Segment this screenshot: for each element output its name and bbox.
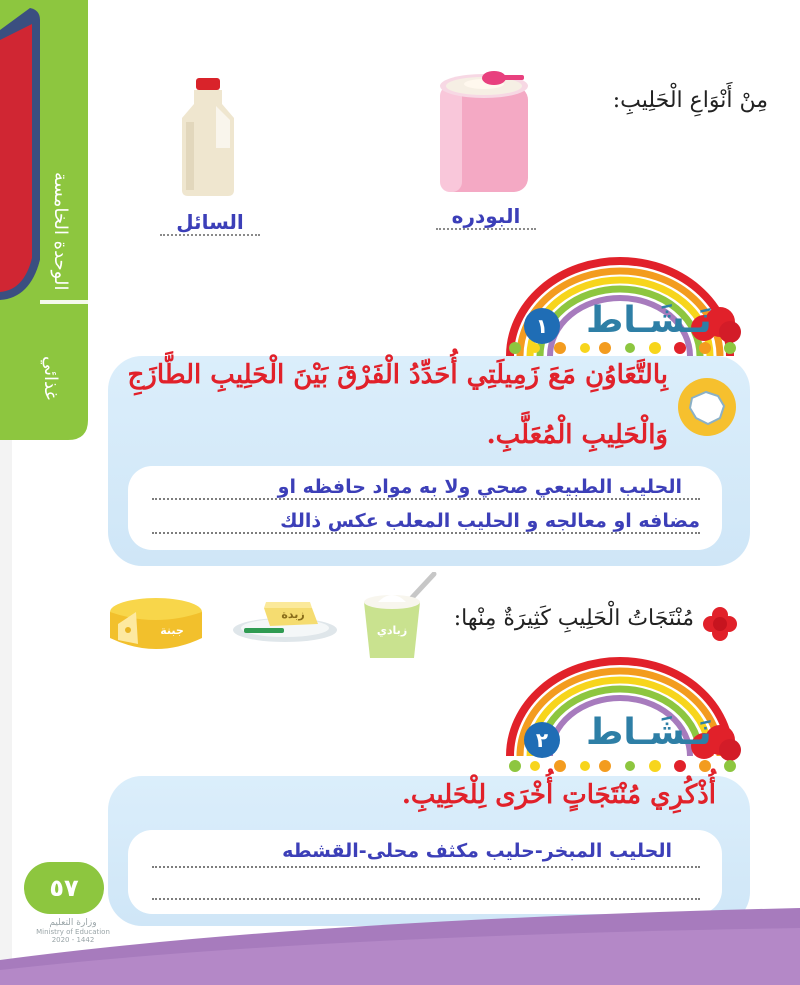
answer-line [152,498,700,500]
logo-year: 2020 - 1442 [51,936,95,944]
activity2-title: نَـشَـاط [586,712,712,753]
activity2-number: ٢ [524,722,560,758]
logo-text: وزارة التعليم [49,918,97,928]
cheese-label: جبنة [160,624,184,637]
liquid-milk-jug-icon [176,78,240,198]
yogurt-label: زبادي [376,624,408,637]
page-number-badge: ٥٧ [24,862,104,914]
activity2-answer-line1[interactable]: الحليب المبخر-حليب مكثف محلى-القشطه [282,840,672,862]
powdered-milk-can-icon [432,68,536,198]
logo-subtext: Ministry of Education [36,928,110,936]
footer-wave [0,900,800,985]
powdered-milk-label: البودره [436,204,536,230]
flower-bullet-icon [702,606,738,642]
butter-dish-icon [230,594,340,644]
ministry-logo [28,918,118,944]
activity1-instruction-line2: وَالْحَلِيبِ الْمُعَلَّبِ. [486,420,668,450]
yogurt-cup-icon [358,572,438,662]
answer-line [152,866,700,868]
products-heading: مُنْتَجَاتُ الْحَلِيبِ كَثِيرَةٌ مِنْها: [453,606,694,631]
activity1-answer-line1[interactable]: الحليب الطبيعي صحي ولا به مواد حافظه او [277,476,682,498]
liquid-milk-label: السائل [160,210,260,236]
flowers-decoration [505,756,745,776]
activity1-answer-box [128,466,722,550]
milk-types-heading: مِنْ أَنْوَاعِ الْحَلِيبِ: [612,88,768,113]
butter-label: زبدة [281,608,305,621]
unit-side-tab [0,0,88,440]
flowers-decoration [505,338,745,358]
unit-label: الوحدة الخامسة [50,171,71,290]
activity1-answer-line2[interactable]: مضافه او معالجه و الحليب المعلب عكس ذالك [280,510,700,532]
activity1-number: ١ [524,308,560,344]
activity1-title: نَـشَـاط [586,300,712,341]
topic-label: غذائي [40,356,61,400]
answer-line [152,532,700,534]
saudi-map-icon [678,378,736,436]
activity2-instruction: أُذْكُرِي مُنْتَجَاتٍ أُخْرَى لِلْحَلِيبِ. [401,780,716,810]
activity1-instruction-line1: بِالتَّعَاوُنِ مَعَ زَمِيلَتِي أُحَدِّدُ الْفَرْقَ بَيْنَ الْحَلِيبِ الطَّازَجِ [127,360,668,390]
cheese-wheel-icon [108,594,204,660]
